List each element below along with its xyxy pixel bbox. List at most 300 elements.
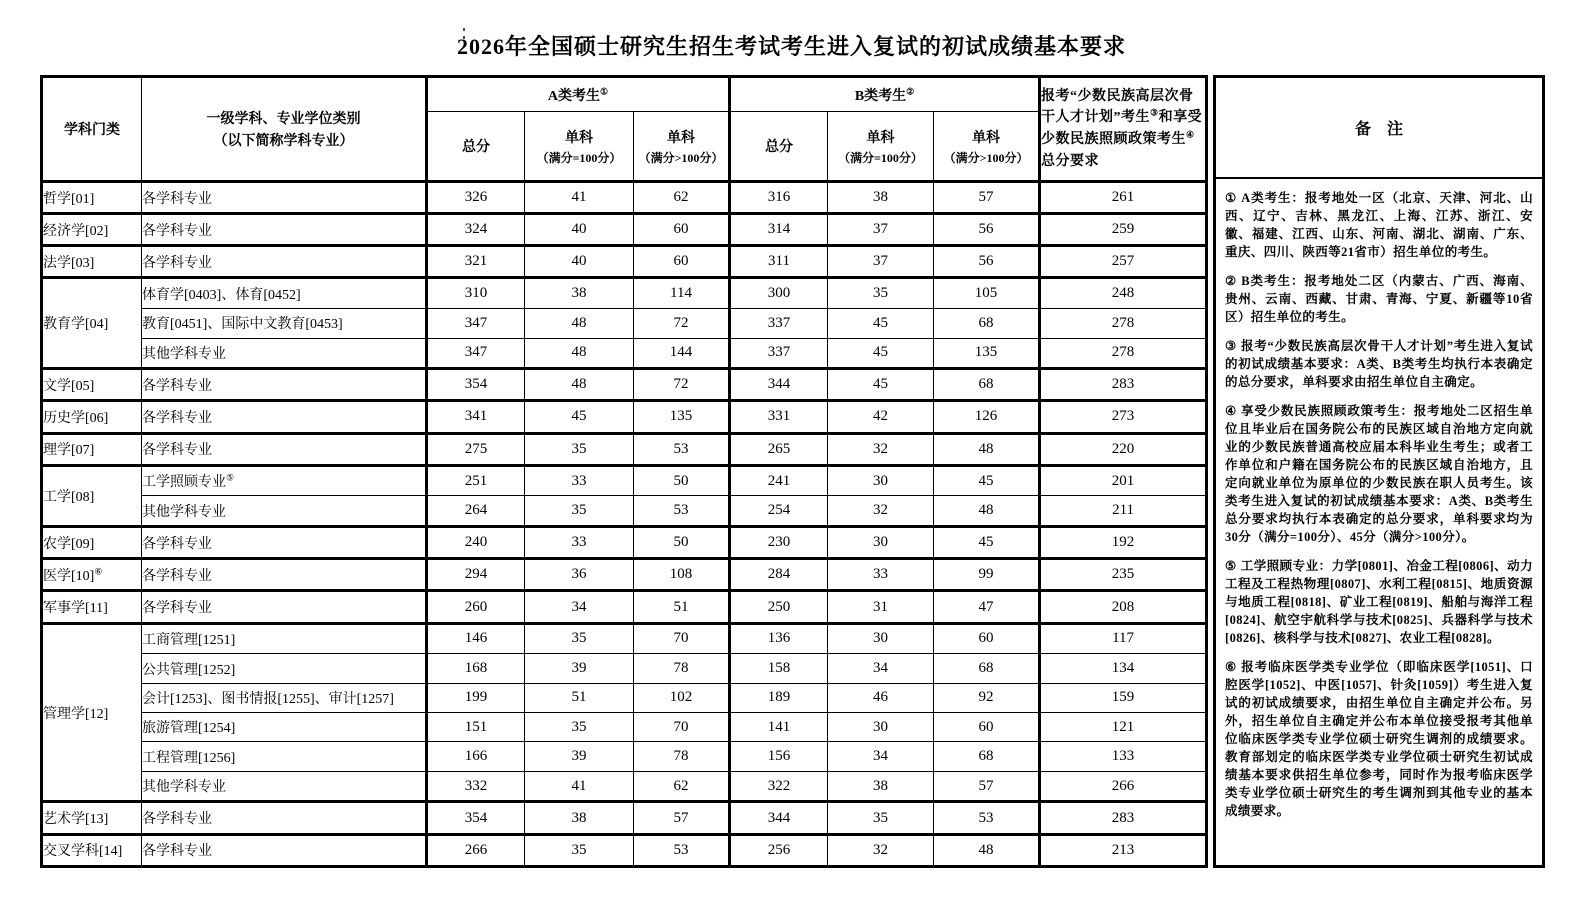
score-cell: 35 (525, 623, 634, 654)
group-b-label: B类考生 (854, 88, 907, 104)
score-cell: 265 (730, 433, 828, 465)
score-cell: 34 (828, 742, 934, 771)
score-cell: 37 (828, 246, 934, 278)
score-cell: 151 (427, 713, 525, 742)
col-header-major-line1: 一级学科、专业学位类别 (206, 112, 361, 127)
category-label: 哲学[01] (43, 191, 95, 207)
score-cell: 48 (934, 496, 1040, 527)
score-cell: 257 (1040, 246, 1207, 278)
major-cell (142, 401, 427, 433)
major-cell (142, 713, 427, 742)
major-cell (142, 369, 427, 401)
score-cell: 230 (730, 527, 828, 559)
category-cell (42, 278, 142, 369)
remarks-title: 备 注 (1216, 78, 1542, 179)
major-label: 其他学科专业 (142, 504, 226, 520)
major-label: 公共管理[1252] (142, 662, 236, 678)
col-header-b-total: 总分 (730, 112, 828, 182)
score-cell: 45 (828, 309, 934, 338)
major-cell (142, 246, 427, 278)
score-cell: 51 (525, 683, 634, 712)
score-cell: 37 (828, 214, 934, 246)
score-cell: 78 (634, 654, 730, 683)
major-label: 教育[0451]、国际中文教育[0453] (142, 317, 343, 333)
score-cell: 117 (1040, 623, 1207, 654)
table-row (42, 559, 1207, 591)
score-cell: 38 (828, 771, 934, 802)
score-cell: 199 (427, 683, 525, 712)
category-label: 管理学[12] (43, 706, 109, 722)
score-cell: 45 (828, 369, 934, 401)
score-cell: 68 (934, 742, 1040, 771)
major-label: 工程管理[1256] (142, 750, 236, 766)
score-cell: 33 (525, 465, 634, 496)
category-label: 艺术学[13] (43, 812, 109, 828)
score-cell: 47 (934, 591, 1040, 623)
score-cell: 326 (427, 182, 525, 214)
score-cell: 62 (634, 771, 730, 802)
score-cell: 121 (1040, 713, 1207, 742)
remark-note (1225, 337, 1533, 391)
remark-note-number: ① (1225, 191, 1238, 205)
category-label: 军事学[11] (43, 601, 108, 617)
score-cell: 33 (525, 527, 634, 559)
major-cell (142, 309, 427, 338)
score-cell: 38 (828, 182, 934, 214)
score-cell: 60 (934, 713, 1040, 742)
score-cell: 201 (1040, 465, 1207, 496)
score-cell: 250 (730, 591, 828, 623)
score-cell: 241 (730, 465, 828, 496)
score-cell: 35 (525, 496, 634, 527)
score-cell: 259 (1040, 214, 1207, 246)
score-cell: 45 (525, 401, 634, 433)
score-cell: 39 (525, 654, 634, 683)
table-row (42, 369, 1207, 401)
table-row (42, 401, 1207, 433)
score-cell: 57 (634, 802, 730, 834)
score-cell: 35 (525, 834, 634, 866)
score-cell: 337 (730, 309, 828, 338)
score-cell: 211 (1040, 496, 1207, 527)
score-cell: 60 (634, 214, 730, 246)
score-cell: 35 (828, 802, 934, 834)
remark-note-text: 工学照顾专业：力学[0801]、冶金工程[0806]、动力工程及工程热物理[0807]、水利工程[0815]、地质资源与地质工程[0818]、矿业工程[0819]、船舶与海洋工程[0824]、航空宇航科学与技术[0825]、兵器科学与技术[0826]、核科学与技术[0827]、农业工程[0828]。 (1225, 559, 1533, 645)
score-cell: 41 (525, 771, 634, 802)
remark-note-text: 报考“少数民族高层次骨干人才计划”考生进入复试的初试成绩基本要求：A类、B类考生均执行本表确定的总分要求，单科要求由招生单位自主确定。 (1225, 339, 1534, 389)
major-cell (142, 527, 427, 559)
score-cell: 60 (934, 623, 1040, 654)
score-cell: 135 (634, 401, 730, 433)
score-cell: 108 (634, 559, 730, 591)
category-cell (42, 527, 142, 559)
score-cell: 41 (525, 182, 634, 214)
score-cell: 38 (525, 802, 634, 834)
score-cell: 68 (934, 309, 1040, 338)
remark-note-number: ② (1225, 274, 1238, 288)
major-label: 各学科专业 (142, 378, 212, 394)
major-label: 工学照顾专业 (142, 475, 226, 491)
score-cell: 102 (634, 683, 730, 712)
score-cell: 70 (634, 623, 730, 654)
score-cell: 332 (427, 771, 525, 802)
score-cell: 136 (730, 623, 828, 654)
major-cell (142, 802, 427, 834)
score-cell: 105 (934, 278, 1040, 309)
remark-note-number: ④ (1225, 404, 1237, 418)
table-row (42, 654, 1207, 683)
score-cell: 72 (634, 309, 730, 338)
remark-note-number: ⑥ (1225, 660, 1238, 674)
remark-note-text: B类考生：报考地处二区（内蒙古、广西、海南、贵州、云南、西藏、甘肃、青海、宁夏、新疆等10省区）招生单位的考生。 (1225, 274, 1533, 324)
score-cell: 266 (427, 834, 525, 866)
category-label: 法学[03] (43, 255, 95, 271)
major-label: 其他学科专业 (142, 346, 226, 362)
score-cell: 35 (828, 278, 934, 309)
score-cell: 36 (525, 559, 634, 591)
remark-note (1225, 402, 1533, 546)
group-a-footnote-ref: ① (600, 85, 609, 96)
score-cell: 208 (1040, 591, 1207, 623)
category-cell (42, 591, 142, 623)
category-cell (42, 214, 142, 246)
table-row (42, 771, 1207, 802)
score-cell: 68 (934, 654, 1040, 683)
score-cell: 294 (427, 559, 525, 591)
score-cell: 30 (828, 527, 934, 559)
score-cell: 70 (634, 713, 730, 742)
major-label: 各学科专业 (142, 568, 212, 584)
major-label: 体育学[0403]、体育[0452] (142, 287, 301, 303)
major-cell (142, 771, 427, 802)
score-cell: 50 (634, 527, 730, 559)
category-label: 文学[05] (43, 378, 95, 394)
category-cell (42, 433, 142, 465)
single-gt-line1: 单科 (667, 130, 695, 146)
major-cell (142, 433, 427, 465)
score-cell: 135 (934, 338, 1040, 369)
score-cell: 40 (525, 214, 634, 246)
score-cell: 284 (730, 559, 828, 591)
table-row (42, 214, 1207, 246)
single-gt-line2: （满分>100分） (943, 150, 1029, 165)
score-cell: 310 (427, 278, 525, 309)
category-cell (42, 834, 142, 866)
remark-note (1225, 557, 1533, 647)
score-cell: 34 (828, 654, 934, 683)
score-cell: 316 (730, 182, 828, 214)
score-cell: 60 (634, 246, 730, 278)
score-cell: 283 (1040, 802, 1207, 834)
score-cell: 68 (934, 369, 1040, 401)
score-cell: 53 (634, 496, 730, 527)
major-label: 各学科专业 (142, 844, 212, 860)
score-cell: 166 (427, 742, 525, 771)
major-cell (142, 338, 427, 369)
score-cell: 264 (427, 496, 525, 527)
score-cell: 48 (525, 369, 634, 401)
major-label: 各学科专业 (142, 191, 212, 207)
major-footnote-ref: ⑤ (226, 472, 235, 483)
major-label: 其他学科专业 (142, 780, 226, 796)
score-cell: 254 (730, 496, 828, 527)
category-label: 教育学[04] (43, 317, 109, 333)
score-cell: 347 (427, 338, 525, 369)
score-cell: 141 (730, 713, 828, 742)
col-header-group-b (730, 77, 1040, 112)
major-label: 各学科专业 (142, 443, 212, 459)
score-cell: 35 (525, 433, 634, 465)
score-cell: 48 (525, 338, 634, 369)
score-cell: 321 (427, 246, 525, 278)
remark-note-text: 报考临床医学类专业学位（即临床医学[1051]、口腔医学[1052]、中医[1057]、针灸[1059]）考生进入复试的初试成绩要求，由招生单位自主确定并公布。另外，招生单位自主确定并公布本单位接受报考其他单位临床医学类专业学位硕士研究生调剂的成绩要求。教育部划定的临床医学类专业学位硕士研究生初试成绩基本要求供招生单位参考，同时作为报考临床医学类专业学位硕士研究生的考生调剂到其他专业的基本成绩要求。 (1225, 660, 1533, 818)
category-cell (42, 802, 142, 834)
table-row (42, 742, 1207, 771)
score-cell: 261 (1040, 182, 1207, 214)
score-cell: 34 (525, 591, 634, 623)
score-cell: 248 (1040, 278, 1207, 309)
score-cell: 240 (427, 527, 525, 559)
single-eq-line2: （满分=100分） (838, 150, 923, 165)
minority-header-text1: 报考“少数民族高层次骨干人才计划”考生 (1041, 88, 1194, 126)
category-cell (42, 369, 142, 401)
col-header-group-a (427, 77, 730, 112)
col-header-minority (1040, 77, 1207, 182)
major-cell (142, 742, 427, 771)
score-cell: 347 (427, 309, 525, 338)
remarks-panel (1213, 75, 1545, 868)
major-cell (142, 623, 427, 654)
remark-note-text: 享受少数民族照顾政策考生：报考地处二区招生单位且毕业后在国务院公布的民族区域自治地方定向就业的少数民族普通高校应届本科毕业生考生；或者工作单位和户籍在国务院公布的民族区域自治地方，且定向就业单位为原单位的少数民族在职人员考生。该类考生进入复试的初试成绩基本要求：A类、B类考生总分要求均执行本表确定的总分要求，单科要求均为30分（满分=100分）、45分（满分>100分）。 (1225, 404, 1533, 544)
category-cell (42, 182, 142, 214)
category-cell (42, 401, 142, 433)
category-label: 交叉学科[14] (43, 844, 123, 860)
major-cell (142, 654, 427, 683)
score-cell: 278 (1040, 309, 1207, 338)
col-header-a-single-eq (525, 112, 634, 182)
score-cell: 48 (934, 433, 1040, 465)
score-cell: 314 (730, 214, 828, 246)
major-cell (142, 278, 427, 309)
score-cell: 51 (634, 591, 730, 623)
minority-header-text2: 和享受少数民族照顾政策考生 (1041, 110, 1203, 147)
single-eq-line1: 单科 (565, 130, 593, 146)
col-header-b-single-eq (828, 112, 934, 182)
single-eq-line2: （满分=100分） (536, 150, 622, 165)
score-cell: 192 (1040, 527, 1207, 559)
score-cell: 341 (427, 401, 525, 433)
score-cell: 260 (427, 591, 525, 623)
minority-header-text3: 总分要求 (1041, 153, 1100, 169)
major-label: 各学科专业 (142, 255, 212, 271)
score-cell: 337 (730, 338, 828, 369)
table-row (42, 278, 1207, 309)
score-cell: 31 (828, 591, 934, 623)
table-row (42, 834, 1207, 866)
score-cell: 283 (1040, 369, 1207, 401)
score-cell: 344 (730, 369, 828, 401)
score-cell: 324 (427, 214, 525, 246)
major-label: 各学科专业 (142, 410, 212, 426)
score-cell: 189 (730, 683, 828, 712)
score-cell: 311 (730, 246, 828, 278)
score-cell: 300 (730, 278, 828, 309)
major-label: 各学科专业 (142, 223, 212, 239)
col-header-a-total: 总分 (427, 112, 525, 182)
score-cell: 266 (1040, 771, 1207, 802)
category-cell (42, 623, 142, 802)
score-cell: 354 (427, 802, 525, 834)
table-row (42, 802, 1207, 834)
major-cell (142, 834, 427, 866)
score-cell: 220 (1040, 433, 1207, 465)
score-table-body (42, 182, 1207, 867)
score-cell: 56 (934, 214, 1040, 246)
table-row (42, 623, 1207, 654)
major-label: 各学科专业 (142, 812, 212, 828)
score-cell: 32 (828, 433, 934, 465)
header-row-top (42, 77, 1207, 112)
score-cell: 50 (634, 465, 730, 496)
score-cell: 40 (525, 246, 634, 278)
remark-note-text: A类考生：报考地处一区（北京、天津、河北、山西、辽宁、吉林、黑龙江、上海、江苏、浙江、安徽、福建、江西、山东、河南、湖北、湖南、广东、重庆、四川、陕西等21省市）招生单位的考生。 (1225, 191, 1533, 259)
score-cell: 133 (1040, 742, 1207, 771)
category-cell (42, 559, 142, 591)
col-header-category: 学科门类 (42, 77, 142, 182)
score-cell: 57 (934, 182, 1040, 214)
major-label: 会计[1253]、图书情报[1255]、审计[1257] (142, 691, 394, 707)
table-row (42, 496, 1207, 527)
col-header-b-single-gt (934, 112, 1040, 182)
score-cell: 134 (1040, 654, 1207, 683)
category-cell (42, 465, 142, 527)
page-title: 2026年全国硕士研究生招生考试考生进入复试的初试成绩基本要求 (456, 34, 1126, 59)
remarks-body (1216, 179, 1542, 820)
score-cell: 114 (634, 278, 730, 309)
score-cell: 35 (525, 713, 634, 742)
score-cell: 251 (427, 465, 525, 496)
table-row (42, 433, 1207, 465)
score-table (40, 75, 1208, 868)
score-cell: 56 (934, 246, 1040, 278)
score-cell: 46 (828, 683, 934, 712)
score-cell: 48 (525, 309, 634, 338)
category-label: 农学[09] (43, 536, 95, 552)
score-cell: 39 (525, 742, 634, 771)
major-label: 各学科专业 (142, 601, 212, 617)
score-cell: 33 (828, 559, 934, 591)
major-cell (142, 559, 427, 591)
score-cell: 53 (634, 433, 730, 465)
score-cell: 45 (828, 338, 934, 369)
table-row (42, 683, 1207, 712)
major-cell (142, 214, 427, 246)
score-cell: 354 (427, 369, 525, 401)
category-label: 理学[07] (43, 443, 95, 459)
score-cell: 32 (828, 834, 934, 866)
score-cell: 168 (427, 654, 525, 683)
group-b-footnote-ref: ② (906, 85, 915, 96)
minority-footnote-ref-3: ③ (1150, 107, 1159, 118)
table-row (42, 309, 1207, 338)
score-cell: 53 (934, 802, 1040, 834)
score-cell: 30 (828, 713, 934, 742)
major-label: 工商管理[1251] (142, 632, 236, 648)
group-a-label: A类考生 (547, 88, 601, 104)
score-cell: 32 (828, 496, 934, 527)
score-cell: 275 (427, 433, 525, 465)
remark-note (1225, 658, 1533, 820)
major-label: 各学科专业 (142, 536, 212, 552)
major-label: 旅游管理[1254] (142, 721, 236, 737)
score-cell: 126 (934, 401, 1040, 433)
score-cell: 48 (934, 834, 1040, 866)
category-label: 医学[10] (43, 568, 95, 584)
major-cell (142, 465, 427, 496)
score-cell: 45 (934, 465, 1040, 496)
score-cell: 53 (634, 834, 730, 866)
score-cell: 45 (934, 527, 1040, 559)
score-cell: 273 (1040, 401, 1207, 433)
major-cell (142, 182, 427, 214)
col-header-major (142, 77, 427, 182)
score-cell: 213 (1040, 834, 1207, 866)
score-cell: 57 (934, 771, 1040, 802)
category-label: 历史学[06] (43, 410, 109, 426)
score-cell: 156 (730, 742, 828, 771)
score-cell: 322 (730, 771, 828, 802)
remark-note-number: ③ (1225, 339, 1237, 353)
single-eq-line1: 单科 (866, 130, 895, 146)
score-cell: 38 (525, 278, 634, 309)
minority-footnote-ref-4: ④ (1186, 129, 1195, 140)
score-cell: 78 (634, 742, 730, 771)
major-cell (142, 496, 427, 527)
single-gt-line2: （满分>100分） (638, 150, 724, 165)
remark-note (1225, 189, 1533, 261)
score-cell: 72 (634, 369, 730, 401)
score-cell: 158 (730, 654, 828, 683)
table-row (42, 465, 1207, 496)
score-cell: 144 (634, 338, 730, 369)
major-cell (142, 683, 427, 712)
col-header-a-single-gt (634, 112, 730, 182)
score-cell: 30 (828, 623, 934, 654)
col-header-major-line2: （以下简称学科专业） (213, 134, 354, 149)
score-cell: 159 (1040, 683, 1207, 712)
remark-note (1225, 272, 1533, 326)
score-cell: 278 (1040, 338, 1207, 369)
table-row (42, 246, 1207, 278)
score-cell: 42 (828, 401, 934, 433)
table-row (42, 591, 1207, 623)
category-footnote-ref: ⑥ (94, 566, 103, 577)
remark-note-number: ⑤ (1225, 559, 1237, 573)
table-row (42, 338, 1207, 369)
score-cell: 146 (427, 623, 525, 654)
score-cell: 235 (1040, 559, 1207, 591)
table-row (42, 713, 1207, 742)
score-cell: 99 (934, 559, 1040, 591)
single-gt-line1: 单科 (972, 130, 1001, 146)
score-cell: 62 (634, 182, 730, 214)
score-cell: 331 (730, 401, 828, 433)
score-cell: 344 (730, 802, 828, 834)
category-label: 经济学[02] (43, 223, 109, 239)
category-label: 工学[08] (43, 489, 95, 505)
score-cell: 256 (730, 834, 828, 866)
score-cell: 92 (934, 683, 1040, 712)
